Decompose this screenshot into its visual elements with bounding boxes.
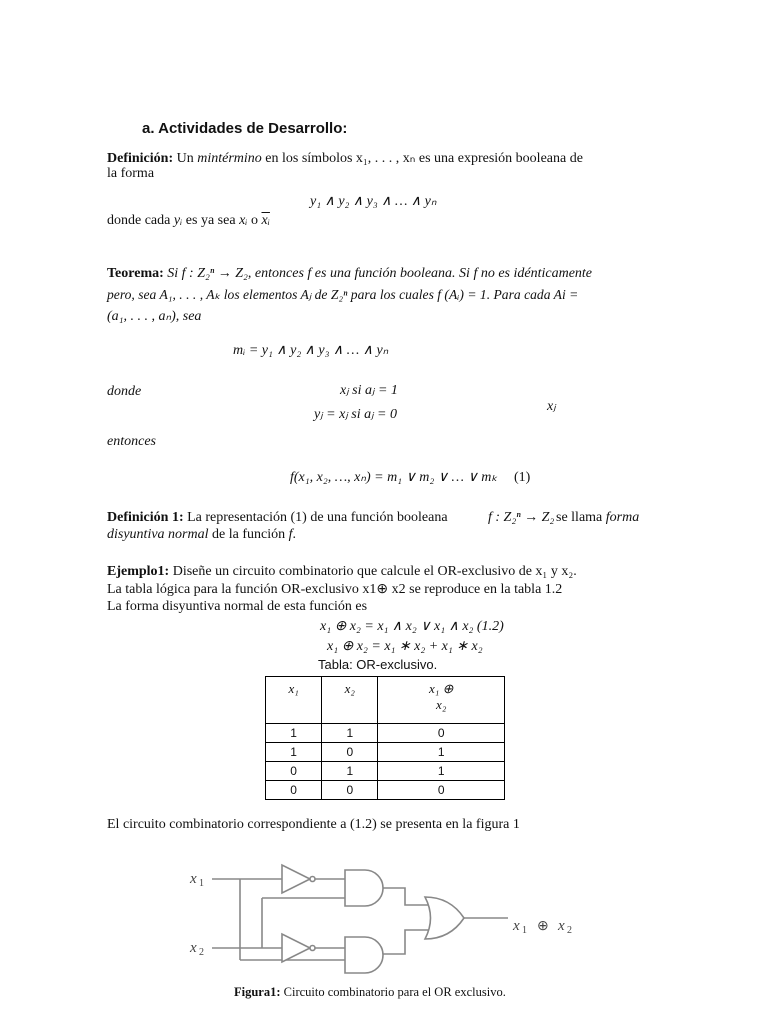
mi-formula: mᵢ = y₁ ∧ y₂ ∧ y₃ ∧ … ∧ yₙ bbox=[233, 343, 389, 358]
definition1-line-2: disyuntiva normal de la función f. bbox=[107, 527, 296, 542]
input-x2-subscript: 2 bbox=[199, 947, 204, 958]
figure-caption-label: Figura1: bbox=[234, 985, 281, 999]
table-row: 0 1 1 bbox=[266, 762, 505, 781]
theorem-line-3: (a₁, . . . , aₙ), sea bbox=[107, 309, 202, 324]
mintermino-term: mintérmino bbox=[197, 151, 262, 166]
example-line-2: La tabla lógica para la función OR-exclusivo x1⊕ x2 se reproduce en la tabla 1.2 bbox=[107, 582, 563, 597]
x-i-complement: $\overline{xᵢ}$ bbox=[261, 213, 270, 228]
entonces-label: entonces bbox=[107, 434, 156, 449]
example-line-1: Ejemplo1: Diseñe un circuito combinatorio que calcule el OR-exclusivo de x₁ y x₂. bbox=[107, 564, 577, 579]
theorem-label: Teorema: bbox=[107, 266, 164, 281]
or-gate-icon bbox=[425, 897, 464, 939]
theorem-line-2: pero, sea A₁, . . . , Aₖ los elementos Aⱼ de Z₂ⁿ para los cuales f (Aᵢ) = 1. Para cada Ai = bbox=[107, 287, 579, 302]
header-x1: x₁ bbox=[266, 677, 322, 724]
xj-right: xⱼ bbox=[547, 399, 556, 414]
case-1: xⱼ si aⱼ = 1 bbox=[340, 383, 398, 398]
input-x1-subscript: 1 bbox=[199, 878, 204, 889]
xor-equation-1: x₁ ⊕ x₂ = x₁ ∧ x₂ ∨ x₁ ∧ x₂ (1.2) bbox=[320, 619, 504, 634]
table-row: 1 0 1 bbox=[266, 743, 505, 762]
definition-line-1: Definición: Un mintérmino en los símbolos x₁, . . . , xₙ es una expresión booleana de bbox=[107, 151, 583, 166]
and-gate-bottom-icon bbox=[345, 937, 383, 973]
and-gate-top-icon bbox=[345, 870, 383, 906]
table-row: 0 0 0 bbox=[266, 781, 505, 800]
case-2: yⱼ = xⱼ si aⱼ = 0 bbox=[314, 407, 398, 422]
definition1-function: f : Z₂ⁿ → Z₂ bbox=[488, 510, 555, 525]
output-x1-subscript: 1 bbox=[522, 925, 527, 936]
xor-equation-2: x₁ ⊕ x₂ = x₁ ∗ x₂ + x₁ ∗ x₂ bbox=[327, 639, 483, 654]
header-x2: x₂ bbox=[322, 677, 378, 724]
donde-label: donde bbox=[107, 384, 142, 399]
xor-symbol-icon: ⊕ bbox=[537, 919, 549, 934]
output-x2-subscript: 2 bbox=[567, 925, 572, 936]
definition1-tail: se llama forma bbox=[556, 510, 640, 525]
definition-line-3: donde cada yᵢ es ya sea xᵢ o $\overline{xᵢ}$ bbox=[107, 213, 270, 228]
input-x1-label: x bbox=[190, 871, 197, 887]
minterm-formula: y₁ ∧ y₂ ∧ y₃ ∧ … ∧ yₙ bbox=[310, 194, 437, 209]
header-xor: x₁ ⊕ x₂ bbox=[378, 677, 505, 724]
definition1-label: Definición 1: bbox=[107, 510, 184, 525]
f-formula: f(x₁, x₂, …, xₙ) = m₁ ∨ m₂ ∨ … ∨ mₖ bbox=[290, 470, 498, 485]
output-x2-label: x bbox=[558, 918, 565, 934]
definition1-line-1: Definición 1: La representación (1) de una función booleana bbox=[107, 510, 448, 525]
figure-caption: Figura1: Circuito combinatorio para el OR exclusivo. bbox=[234, 985, 506, 999]
table-caption: Tabla: OR-exclusivo. bbox=[318, 657, 438, 672]
section-heading: a. Actividades de Desarrollo: bbox=[142, 120, 348, 137]
not-gate-bottom-icon bbox=[282, 934, 315, 962]
input-x2-label: x bbox=[190, 940, 197, 956]
example-line-3: La forma disyuntiva normal de esta función es bbox=[107, 599, 368, 614]
definition-line-2: la forma bbox=[107, 166, 155, 181]
table-row: 1 1 0 bbox=[266, 724, 505, 743]
example-label: Ejemplo1: bbox=[107, 564, 170, 579]
definition-label: Definición: bbox=[107, 151, 174, 166]
equation-number: (1) bbox=[514, 470, 531, 485]
theorem-line-1: Teorema: Si f : Z₂ⁿ → Z₂, entonces f es una función booleana. Si f no es idénticamente bbox=[107, 266, 593, 281]
circuit-sentence: El circuito combinatorio correspondiente a (1.2) se presenta en la figura 1 bbox=[107, 817, 520, 832]
not-gate-top-icon bbox=[282, 865, 315, 893]
output-x1-label: x bbox=[513, 918, 520, 934]
